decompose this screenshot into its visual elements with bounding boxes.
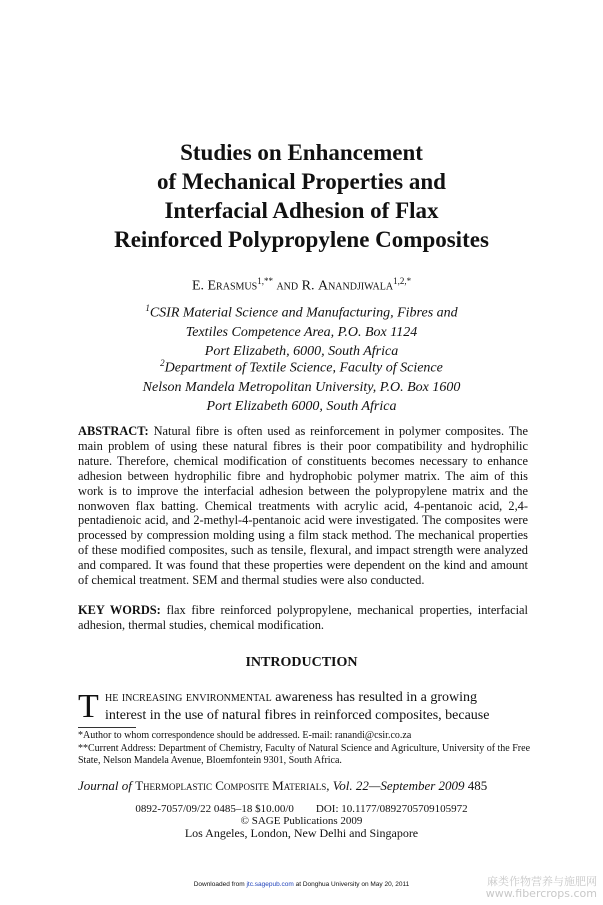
affiliation-line: Port Elizabeth, 6000, South Africa <box>204 343 399 359</box>
affiliation-line: Department of Textile Science, Faculty of Science <box>164 360 443 376</box>
watermark-line: www.fibercrops.com <box>485 887 597 900</box>
affiliation-line: CSIR Material Science and Manufacturing, Fibres and <box>149 305 458 321</box>
keywords-text: flax fibre reinforced polypropylene, mechanical properties, interfacial adhesion, thermal studies, chemical modification. <box>78 603 528 632</box>
journal-name: Thermoplastic Composite Materials <box>135 778 327 793</box>
affiliation-line: Nelson Mandela Metropolitan University, P.O. Box 1600 <box>142 379 461 395</box>
intro-line-rest: awareness has resulted in a growing <box>271 690 478 705</box>
keywords <box>78 603 528 633</box>
title-line: of Mechanical Properties and <box>157 169 446 194</box>
abstract-label: ABSTRACT: <box>78 424 149 438</box>
footnote-correspondence: *Author to whom correspondence should be addressed. E-mail: ranandi@csir.co.za <box>78 730 412 741</box>
author-line <box>0 276 603 295</box>
copyright: © SAGE Publications 2009 <box>240 815 363 827</box>
download-prefix: Downloaded from <box>193 881 247 888</box>
download-link[interactable]: jtc.sagepub.com <box>246 881 294 888</box>
author-1-affiliation-mark: 1,** <box>257 276 273 286</box>
footnotes <box>78 730 530 768</box>
intro-line: interest in the use of natural fibres in reinforced composites, because <box>105 708 490 723</box>
intro-line <box>105 689 477 707</box>
page-number: 485 <box>467 778 488 793</box>
affiliation-2 <box>0 354 603 416</box>
publication-info <box>0 803 603 839</box>
abstract-text: Natural fibre is often used as reinforcement in polymer composites. The main problem of using these natural fibres is their poor compatibility and hydrophilic nature. Therefore, chemical modification of constituents becomes necessary to enhance adhesion between hydrophilic fibre and hydrophobic polymer matrix. The aim of this work is to improve the interfacial adhesion between the polypropylene matrix and the nonwoven flax batting. Chemical treatments with acrylic acid, 4-pentanoic acid, 2,4-pentadienoic acid, and 2-methyl-4-pentanoic acid were investigated. The composites were processed by compression molding using a film stack method. The mechanical properties of these modified composites, such as tensile, flexural, and impact strength were analyzed and compared. It was found that these properties were dependent on the kind and amount of chemical treatment. SEM and thermal studies were also conducted. <box>78 424 528 588</box>
journal-name-prefix: Journal of <box>78 778 136 793</box>
abstract <box>78 424 528 588</box>
publication-ids: 0892-7057/09/22 0485–18 $10.00/0 DOI: 10.1177/0892705709105972 <box>135 803 468 815</box>
keywords-label: KEY WORDS: <box>78 603 161 617</box>
title-line: Reinforced Polypropylene Composites <box>114 227 489 252</box>
affiliation-1 <box>0 299 603 361</box>
journal-citation <box>78 778 530 794</box>
footnote-current-address: **Current Address: Department of Chemistry, Faculty of Natural Science and Agriculture, University of the Free State, Nelson Mandela Avenue, Bloemfontein 9301, South Africa. <box>78 742 531 766</box>
affiliation-line: Port Elizabeth 6000, South Africa <box>206 398 397 414</box>
download-suffix: at Donghua University on May 20, 2011 <box>293 881 410 888</box>
drop-cap: T <box>78 688 99 725</box>
title-line: Studies on Enhancement <box>180 140 423 165</box>
watermark-line: 麻类作物营养与施肥网 <box>487 875 597 888</box>
title-line: Interfacial Adhesion of Flax <box>164 198 439 223</box>
author-1-initial: E. <box>191 278 208 294</box>
author-2-affiliation-mark: 1,2,* <box>393 276 412 286</box>
watermark <box>486 876 597 900</box>
author-2-name: Anandjiwala <box>317 278 394 294</box>
author-1-name: Erasmus <box>207 278 258 294</box>
intro-lead-in: he increasing environmental <box>105 690 272 705</box>
footnote-divider <box>78 727 136 728</box>
section-heading-introduction: INTRODUCTION <box>245 655 358 670</box>
affiliation-line: Textiles Competence Area, P.O. Box 1124 <box>185 324 418 340</box>
paper-title <box>0 138 603 254</box>
journal-issue: , Vol. 22—September 2009 <box>326 778 465 793</box>
affiliation-mark: 2 <box>160 358 165 368</box>
affiliation-mark: 1 <box>145 303 150 313</box>
author-2-initial: R. <box>301 278 318 294</box>
publisher-cities: Los Angeles, London, New Delhi and Singapore <box>184 826 419 840</box>
author-conjunction: and <box>272 278 302 294</box>
